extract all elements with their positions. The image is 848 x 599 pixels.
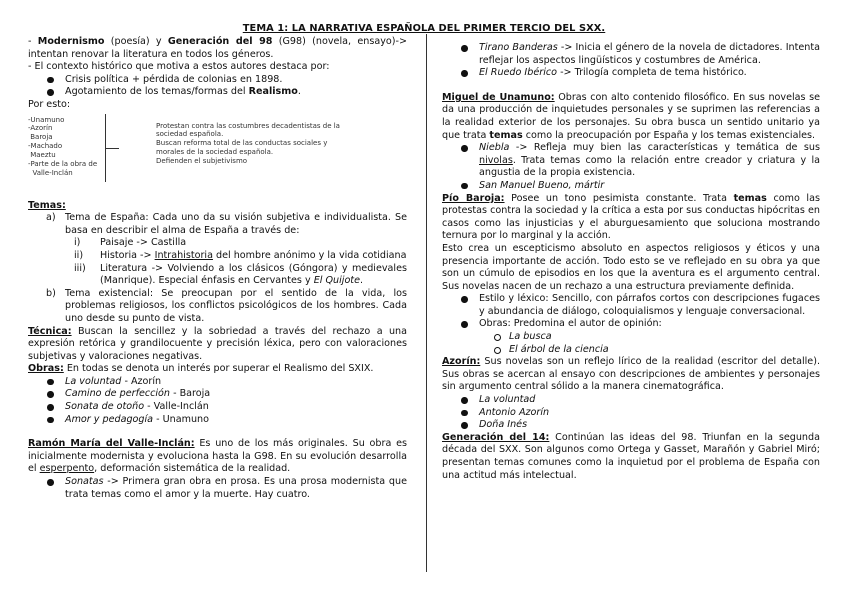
schema-bracket-tick bbox=[105, 148, 119, 149]
unamuno-paragraph: Miguel de Unamuno: Obras con alto contenido filosófico. En sus novelas se da una producción de inquietudes personales y se suprimen las referencias a la realidad exterior de los personajes. Su obra busca un sentido unitario ya que trata temas como la preocupación por España y los temas existenciales. bbox=[442, 91, 820, 141]
list-item: Doña Inés bbox=[442, 419, 820, 432]
obras-list bbox=[28, 376, 407, 426]
list-subitem: El árbol de la ciencia bbox=[442, 344, 820, 357]
list-item: Antonio Azorín bbox=[442, 407, 820, 420]
baroja-list bbox=[442, 293, 820, 356]
context-list bbox=[28, 74, 407, 99]
list-item: Obras: Predomina el autor de opinión: bbox=[442, 318, 820, 331]
list-item: La voluntad bbox=[442, 394, 820, 407]
azorin-paragraph: Azorín: Sus novelas son un reflejo lírico de la realidad (escritor del detalle). Sus obras se acercan al ensayo con descripciones de ambientes y personajes sin argumento central sólido a la manera cinematográfica. bbox=[442, 356, 820, 393]
list-item: La voluntad - Azorín bbox=[28, 376, 407, 389]
list-item: Niebla -> Refleja muy bien las características y temática de sus nivolas. Trata temas como la relación entre creador y criatura y la angustia de la propia existencia. bbox=[442, 142, 820, 180]
tecnica-paragraph: Técnica: Buscan la sencillez y la sobriedad a través del rechazo a una expresión retórica y grandilocuente y precisión léxica, pero con valoraciones subjetivas y valoraciones negativas. bbox=[28, 325, 407, 362]
list-item: Sonatas -> Primera gran obra en prosa. Es una prosa modernista que trata temas como el amor y la muerte. Hay cuatro. bbox=[28, 476, 407, 501]
valle-list-continued bbox=[442, 42, 820, 80]
temas-item-b: b) Tema existencial: Se preocupan por el sentido de la vida, los problemas religiosos, los conflictos psicológicos de los hombres. Cada uno desde su punto de vista. bbox=[46, 287, 407, 324]
baroja-paragraph: Pío Baroja: Posee un tono pesimista constante. Trata temas como las protestas contra la sociedad y la crítica a esta por sus conductas hipócritas en casos como las injusticias y el aburguesamiento que soluciona mostrando ternura por lo marginal y la acción. bbox=[442, 192, 820, 242]
document-title: TEMA 1: LA NARRATIVA ESPAÑOLA DEL PRIMER TERCIO DEL SXX. bbox=[242, 23, 606, 34]
list-item: El Ruedo Ibérico -> Trilogía completa de tema histórico. bbox=[442, 67, 820, 80]
unamuno-list bbox=[442, 142, 820, 192]
baroja-paragraph-2: Esto crea un escepticismo absoluto en aspectos religiosos y éticos y una presencia importante de acción. Todo esto se ve reflejado en su obra ya que son un cúmulo de episodios en los que la aventura es el argumento central. Sus novelas nacen de un rechazo a una estructura previamente definida. bbox=[442, 242, 820, 292]
valle-list bbox=[28, 476, 407, 501]
temas-subitem-ii: ii) Historia -> Intrahistoria del hombre anónimo y la vida cotidiana bbox=[74, 249, 407, 261]
list-item: Amor y pedagogía - Unamuno bbox=[28, 414, 407, 427]
schema-authors: -Unamuno -Azorín Baroja -Machado Maeztu -Parte de la obra de Valle-Inclán bbox=[28, 115, 98, 177]
temas-subitem-i: i) Paisaje -> Castilla bbox=[74, 237, 187, 249]
context-line: - El contexto histórico que motiva a estos autores destaca por: bbox=[28, 61, 330, 73]
intro-paragraph: - Modernismo (poesía) y Generación del 98 (G98) (novela, ensayo)-> intentan renovar la literatura en todos los géneros. bbox=[28, 36, 408, 60]
list-item: Camino de perfección - Baroja bbox=[28, 388, 407, 401]
obras-paragraph: Obras: En todas se denota un interés por superar el Realismo del SXIX. bbox=[28, 363, 374, 375]
temas-item-a: a) Tema de España: Cada uno da su visión subjetiva e individualista. Se basa en describir el alma de España a través de: bbox=[46, 212, 407, 236]
azorin-list bbox=[442, 394, 820, 432]
list-item: Estilo y léxico: Sencillo, con párrafos cortos con descripciones fugaces y abundancia de diálogo, coloquialismos y lenguaje conversacional. bbox=[442, 293, 820, 318]
schema-traits: Protestan contra las costumbres decadentistas de la sociedad española. Buscan reforma total de las conductas sociales y morales de la sociedad española. Defienden el subjetivismo bbox=[156, 121, 340, 166]
list-item: Agotamiento de los temas/formas del Realismo. bbox=[28, 86, 407, 99]
list-item: Tirano Banderas -> Inicia el género de la novela de dictadores. Intenta reflejar los aspectos lingüísticos y costumbres de América. bbox=[442, 42, 820, 67]
gen14-paragraph: Generación del 14: Continúan las ideas del 98. Triunfan en la segunda década del SXX. Son algunos como Ortega y Gasset, Marañón y Gabriel Miró; presentan temas comunes como la inquietud por el problema de España con una actitud más intelectual. bbox=[442, 431, 820, 481]
list-subitem: La busca bbox=[442, 331, 820, 344]
temas-subitem-iii: iii) Literatura -> Volviendo a los clásicos (Góngora) y medievales (Manrique). Especial énfasis en Cervantes y El Quijote. bbox=[74, 262, 407, 287]
authors-schema bbox=[28, 112, 407, 200]
list-item: Crisis política + pérdida de colonias en 1898. bbox=[28, 74, 407, 87]
por-esto-line: Por esto: bbox=[28, 98, 71, 110]
list-item: San Manuel Bueno, mártir bbox=[442, 180, 820, 193]
temas-heading: Temas: bbox=[28, 199, 66, 211]
column-divider bbox=[426, 34, 427, 572]
list-item: Sonata de otoño - Valle-Inclán bbox=[28, 401, 407, 414]
right-column bbox=[442, 42, 820, 482]
valle-paragraph: Ramón María del Valle-Inclán: Es uno de los más originales. Su obra es inicialmente modernista y evoluciona hasta la G98. En su evolución desarrolla el esperpento, deformación sistemática de la realidad. bbox=[28, 438, 407, 475]
left-column bbox=[28, 36, 407, 501]
